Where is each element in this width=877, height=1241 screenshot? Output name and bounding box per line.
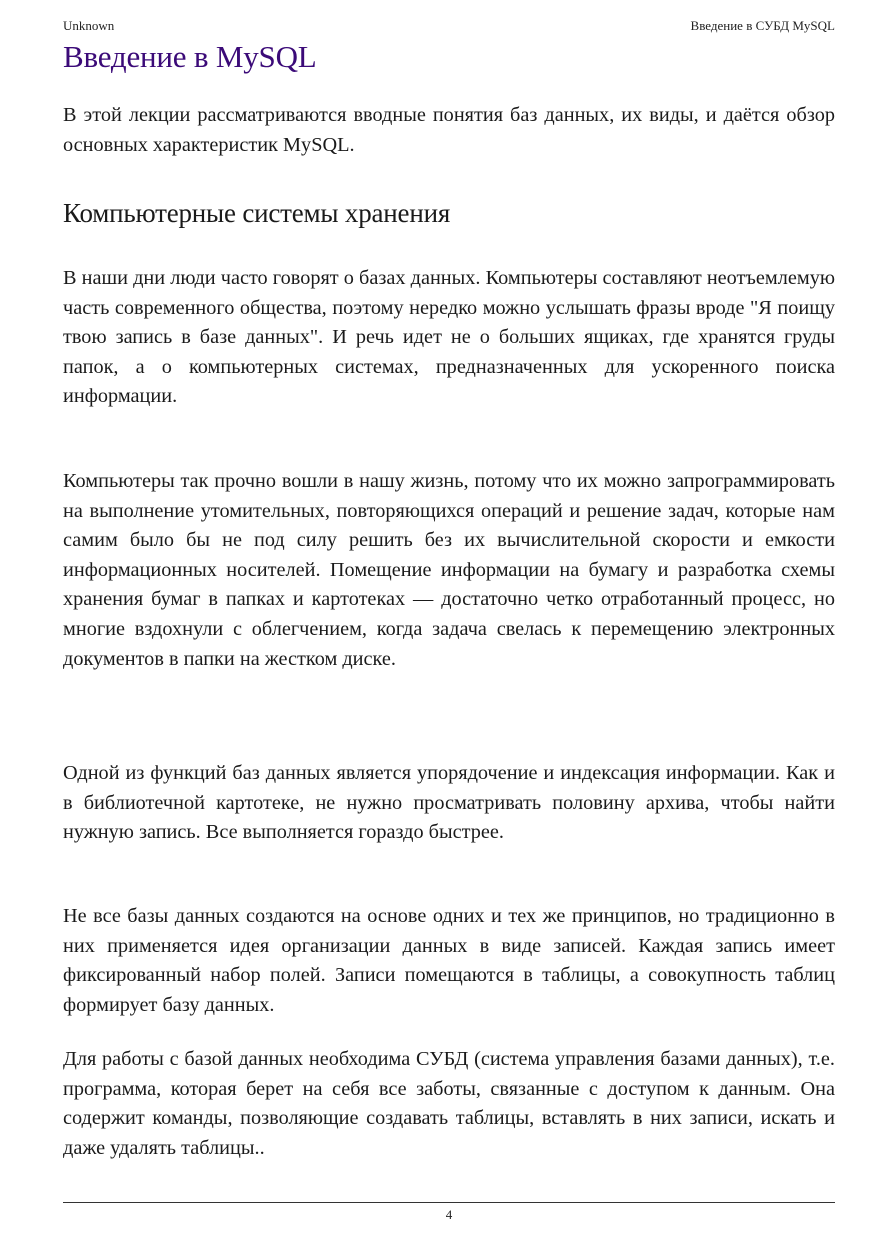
header-author: Unknown bbox=[63, 18, 115, 33]
body-paragraph-4: Не все базы данных создаются на основе одних и тех же принципов, но традиционно в них применяется идея организации данных в виде записей. Каждая запись имеет фиксированный набор полей. Записи помещаются в таблицы, а совокупность таблиц формирует базу данных. bbox=[63, 905, 835, 1016]
header-document-title: Введение в СУБД MySQL bbox=[690, 18, 835, 33]
body-paragraph-5: Для работы с базой данных необходима СУБД (система управления базами данных), т.е. программа, которая берет на себя все заботы, связанные с доступом к данным. Она содержит команды, позволяющие создавать таблицы, вставлять в них записи, искать и даже удалять таблицы.. bbox=[63, 1048, 835, 1159]
section-heading: Компьютерные системы хранения bbox=[63, 198, 451, 228]
chapter-title: Введение в MySQL bbox=[63, 39, 317, 74]
document-page bbox=[63, 0, 835, 1241]
running-header bbox=[63, 17, 835, 35]
body-paragraph-2: Компьютеры так прочно вошли в нашу жизнь, потому что их можно запрограммировать на выполнение утомительных, повторяющихся операций и решение задач, которые нам самим было бы не под силу решить без их вычислительной скорости и емкости информационных носителей. Помещение информации на бумагу и разработка схемы хранения бумаг в папках и картотеках — достаточно четко отработанный процесс, но многие вздохнули с облегчением, когда задача свелась к перемещению электронных документов в папки на жестком диске. bbox=[63, 470, 835, 670]
body-paragraph-3: Одной из функций баз данных является упорядочение и индексация информации. Как и в библиотечной картотеке, не нужно просматривать половину архива, чтобы найти нужную запись. Все выполняется гораздо быстрее. bbox=[63, 762, 835, 844]
intro-paragraph: В этой лекции рассматриваются вводные понятия баз данных, их виды, и даётся обзор основных характеристик MySQL. bbox=[63, 104, 835, 156]
footer-divider bbox=[63, 1202, 835, 1203]
page-number: 4 bbox=[445, 1207, 453, 1222]
body-paragraph-1: В наши дни люди часто говорят о базах данных. Компьютеры составляют неотъемлемую часть современного общества, поэтому нередко можно услышать фразы вроде "Я поищу твою запись в базе данных". И речь идет не о больших ящиках, где хранятся груды папок, а о компьютерных системах, предназначенных для ускоренного поиска информации. bbox=[63, 267, 835, 408]
